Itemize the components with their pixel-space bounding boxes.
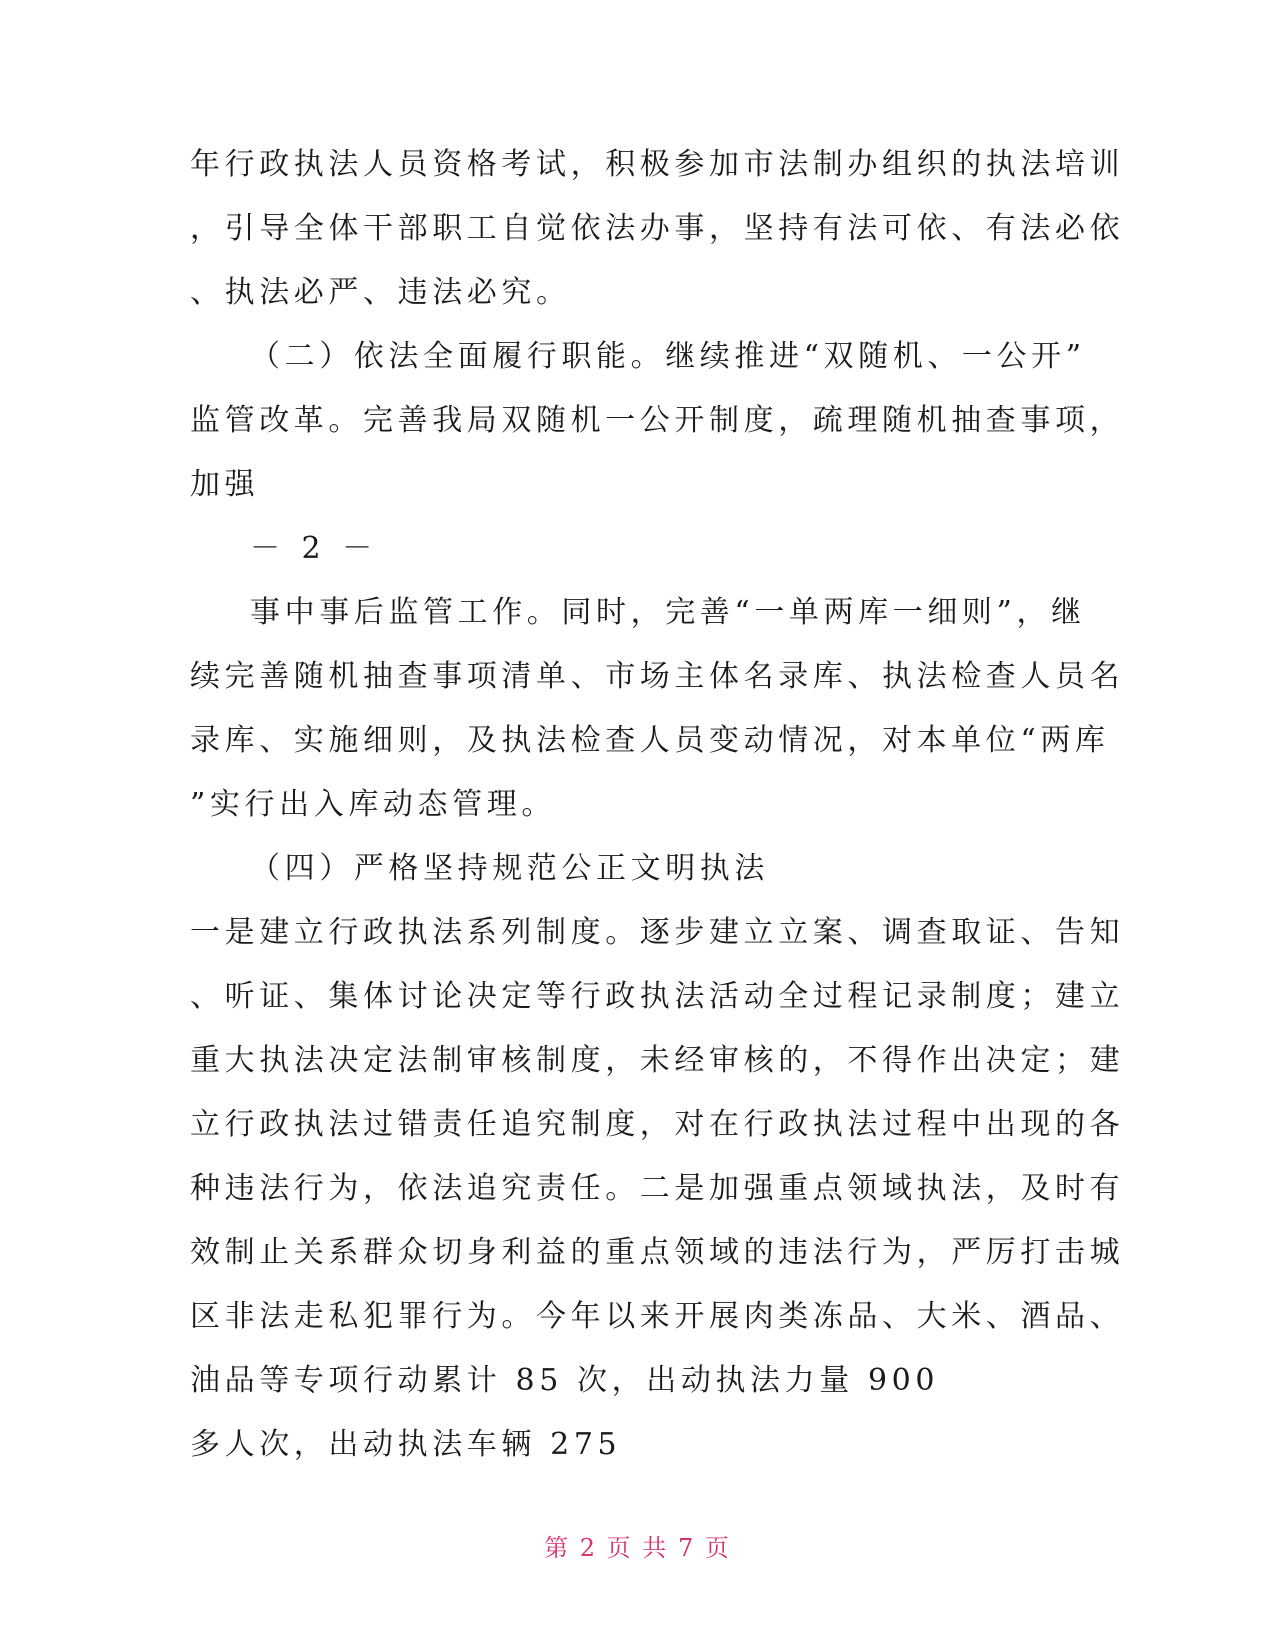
page-footer: 第 2 页 共 7 页 [544, 1534, 731, 1562]
body-line: 重大执法决定法制审核制度，未经审核的，不得作出决定；建 [190, 1043, 1125, 1078]
body-line: 效制止关系群众切身利益的重点领域的违法行为，严厉打击城 [190, 1235, 1125, 1270]
body-line: 立行政执法过错责任追究制度，对在行政执法过程中出现的各 [190, 1107, 1125, 1142]
body-line: 多人次，出动执法车辆 275 [190, 1427, 622, 1462]
body-line: 区非法走私犯罪行为。今年以来开展肉类冻品、大米、酒品、 [190, 1299, 1125, 1334]
body-line: ，引导全体干部职工自觉依法办事，坚持有法可依、有法必依 [190, 211, 1125, 246]
body-line: 、听证、集体讨论决定等行政执法活动全过程记录制度；建立 [190, 979, 1125, 1014]
paragraph-heading: （二）依法全面履行职能。继续推进“双随机、一公开” [250, 339, 1086, 374]
body-line: ”实行出入库动态管理。 [190, 787, 556, 822]
section-heading: （四）严格坚持规范公正文明执法 [250, 851, 769, 886]
body-line: 年行政执法人员资格考试，积极参加市法制办组织的执法培训 [190, 147, 1125, 182]
body-line: 录库、实施细则，及执法检查人员变动情况，对本单位“两库 [190, 723, 1110, 758]
body-line: 、执法必严、违法必究。 [190, 275, 571, 310]
inner-page-number: － 2 － [250, 531, 379, 566]
body-line: 续完善随机抽查事项清单、市场主体名录库、执法检查人员名 [190, 659, 1125, 694]
body-line: 种违法行为，依法追究责任。二是加强重点领域执法，及时有 [190, 1171, 1125, 1206]
body-line: 一是建立行政执法系列制度。逐步建立立案、调查取证、告知 [190, 915, 1125, 950]
body-line: 事中事后监管工作。同时，完善“一单两库一细则”，继 [250, 595, 1086, 630]
body-line: 油品等专项行动累计 85 次，出动执法力量 900 [190, 1363, 940, 1398]
body-line: 监管改革。完善我局双随机一公开制度，疏理随机抽查事项， [190, 403, 1125, 438]
body-line: 加强 [190, 467, 260, 502]
